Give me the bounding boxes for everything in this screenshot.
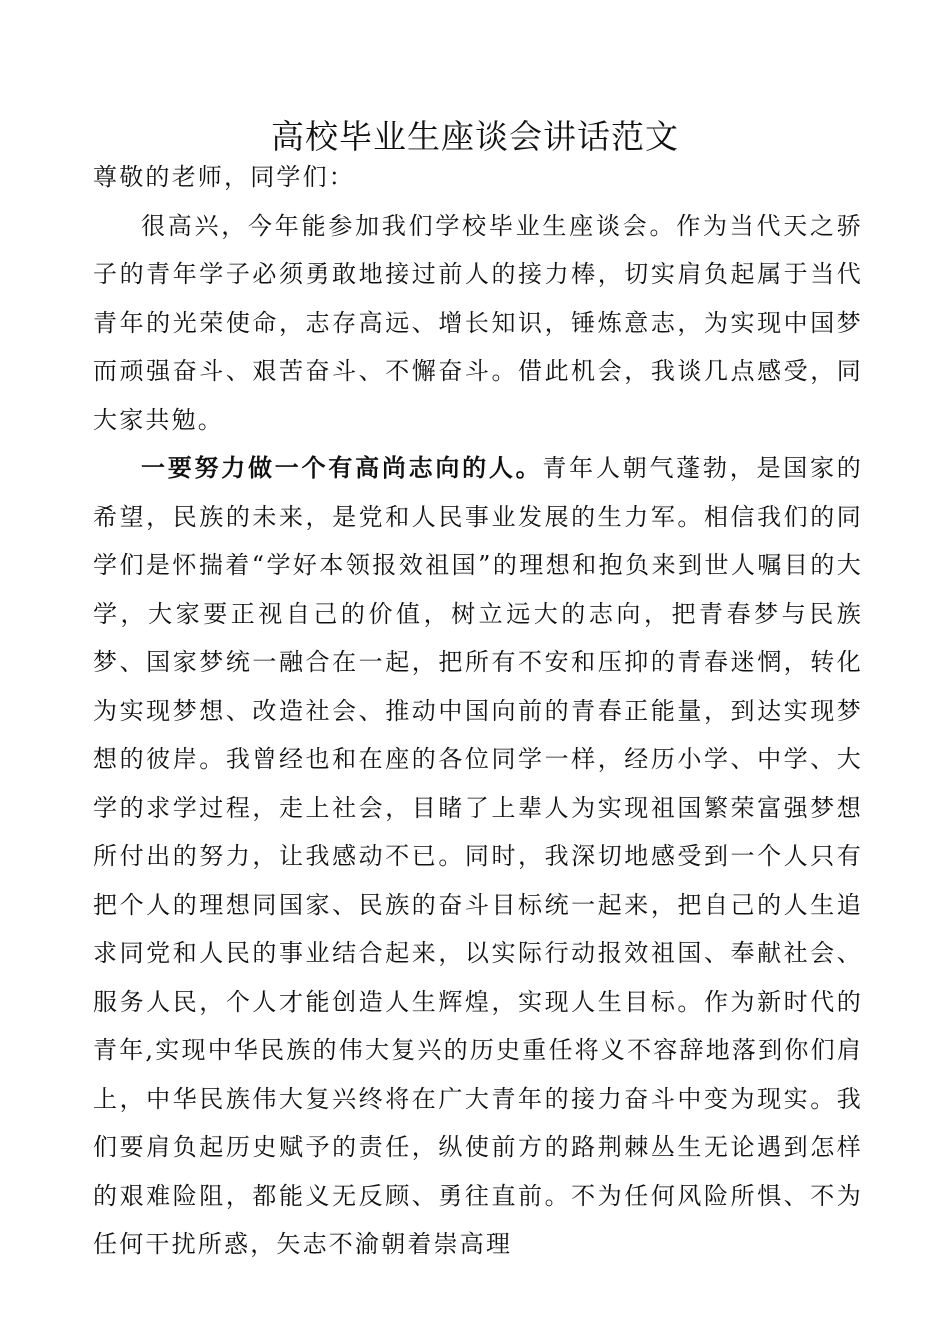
salutation: 尊敬的老师，同学们： (93, 163, 355, 191)
paragraph-lead-heading: 一要努力做一个有高尚志向的人。 (141, 454, 543, 482)
paragraph-first-point (93, 444, 863, 1269)
document-title: 高校毕业生座谈会讲话范文 (271, 117, 679, 156)
document-body (93, 153, 863, 1269)
paragraph-intro: 很高兴，今年能参加我们学校毕业生座谈会。作为当代天之骄子的青年学子必须勇敢地接过前人的接力棒，切实肩负起属于当代青年的光荣使命，志存高远、增长知识，锤炼意志，为实现中国梦而顽强奋斗、艰苦奋斗、不懈奋斗。借此机会，我谈几点感受，同大家共勉。 (93, 211, 863, 434)
paragraph-first-point-text: 青年人朝气蓬勃，是国家的希望，民族的未来，是党和人民事业发展的生力军。相信我们的同学们是怀揣着“学好本领报效祖国”的理想和抱负来到世人嘱目的大学，大家要正视自己的价值，树立远大的志向，把青春梦与民族梦、国家梦统一融合在一起，把所有不安和压抑的青春迷惘，转化为实现梦想、改造社会、推动中国向前的青春正能量，到达实现梦想的彼岸。我曾经也和在座的各位同学一样，经历小学、中学、大学的求学过程，走上社会，目睹了上辈人为实现祖国繁荣富强梦想所付出的努力，让我感动不已。同时，我深切地感受到一个人只有把个人的理想同国家、民族的奋斗目标统一起来，把自己的人生追求同党和人民的事业结合起来，以实际行动报效祖国、奉献社会、服务人民，个人才能创造人生辉煌，实现人生目标。作为新时代的青年,实现中华民族的伟大复兴的历史重任将义不容辞地落到你们肩上，中华民族伟大复兴终将在广大青年的接力奋斗中变为现实。我们要肩负起历史赋予的责任，纵使前方的路荆棘丛生无论遇到怎样的艰难险阻，都能义无反顾、勇往直前。不为任何风险所惧、不为任何干扰所惑，矢志不渝朝着崇高理 (93, 454, 863, 1258)
